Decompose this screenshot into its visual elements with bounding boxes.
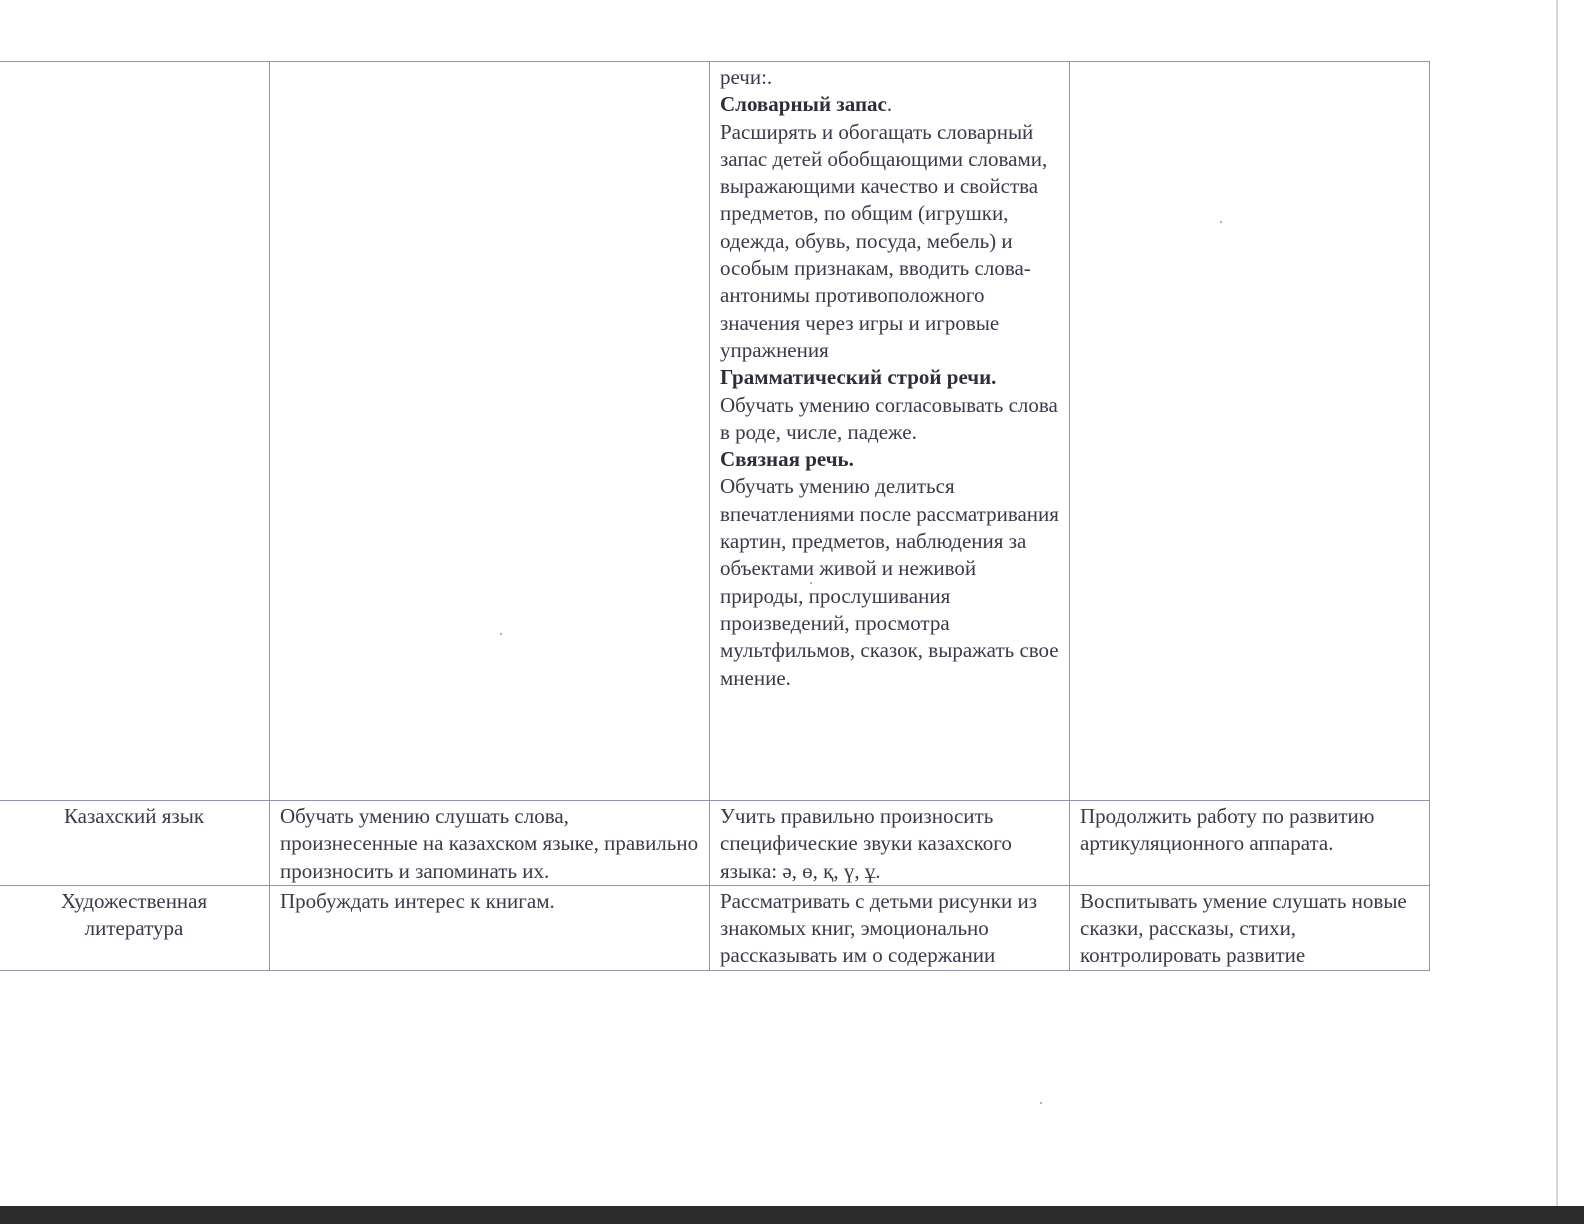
cell-literature-col3: Рассматривать с детьми рисунки из знакомых книг, эмоционально рассказывать им о содержании — [710, 885, 1070, 970]
paragraph-coherent-speech: Обучать умению делиться впечатлениями после рассматривания картин, предметов, наблюдения за объектами живой и неживой природы, прослушивания произведений, просмотра мультфильмов, сказок, выражать свое мнение. — [720, 474, 1059, 690]
scanner-bottom-edge — [0, 1206, 1584, 1224]
table-row — [0, 801, 1430, 886]
cell-subject — [0, 62, 270, 801]
cell-kazakh-col2: Обучать умению слушать слова, произнесенные на казахском языке, правильно произносить и запоминать их. — [270, 801, 710, 886]
cell-literature-col4: Воспитывать умение слушать новые сказки, рассказы, стихи, контролировать развитие — [1070, 885, 1430, 970]
scan-speck — [810, 582, 812, 584]
heading-coherent-speech: Связная речь. — [720, 447, 854, 472]
cell-literature-col2: Пробуждать интерес к книгам. — [270, 885, 710, 970]
table-row — [0, 885, 1430, 970]
paragraph-vocabulary: Расширять и обогащать словарный запас детей обобщающими словами, выражающими качество и свойства предметов, по общим (игрушки, одежда, обувь, посуда, мебель) и особым признакам, вводить слова-антонимы противоположного значения через игры и игровые упражнения — [720, 119, 1048, 362]
paragraph-grammar: Обучать умению согласовывать слова в роде, числе, падеже. — [720, 392, 1058, 444]
cell-subject-literature: Художественная литература — [0, 885, 270, 970]
scan-speck — [1220, 221, 1222, 223]
cell-col2 — [270, 62, 710, 801]
page-edge-shadow — [1556, 0, 1558, 1210]
cell-kazakh-col4: Продолжить работу по развитию артикуляционного аппарата. — [1070, 801, 1430, 886]
scan-speck — [500, 633, 502, 635]
table-row — [0, 62, 1430, 801]
cell-col4 — [1070, 62, 1430, 801]
cell-subject-kazakh: Казахский язык — [0, 801, 270, 886]
cell-speech-development — [710, 62, 1070, 801]
heading-line-vocabulary — [720, 91, 1059, 118]
heading-grammar: Грамматический строй речи. — [720, 365, 997, 390]
text-continuation: речи:. — [720, 65, 773, 89]
heading-vocabulary-dot: . — [886, 92, 893, 117]
cell-kazakh-col3: Учить правильно произносить специфические звуки казахского языка: ә, ө, қ, ү, ұ. — [710, 801, 1070, 886]
heading-vocabulary: Словарный запас — [720, 92, 887, 117]
scan-speck — [1040, 1102, 1042, 1104]
curriculum-table — [0, 61, 1430, 971]
